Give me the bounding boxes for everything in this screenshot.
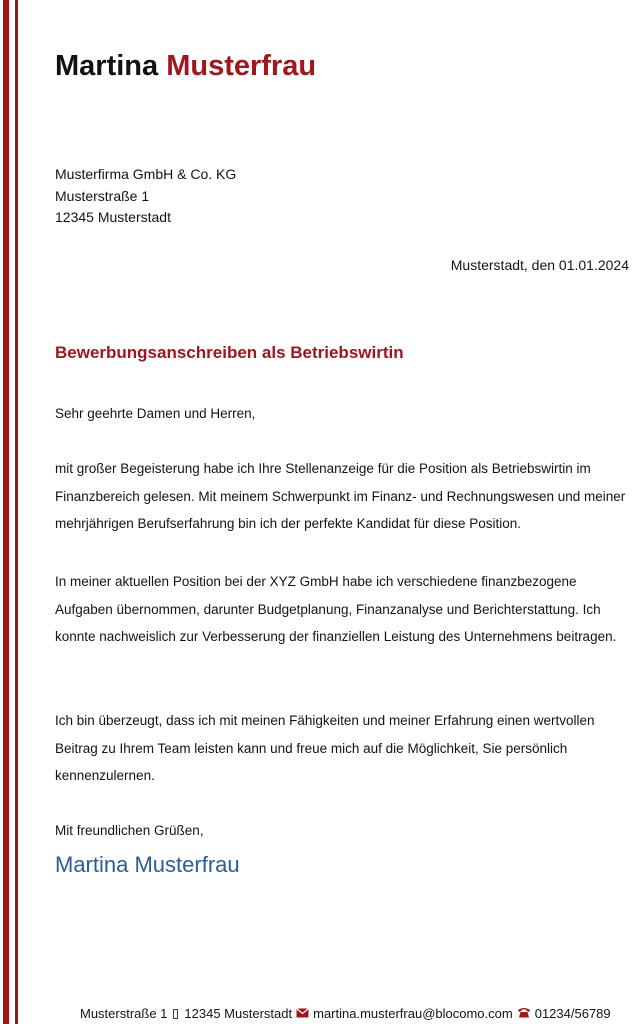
letter-paragraph-3: Ich bin überzeugt, dass ich mit meinen Fähigkeiten und meiner Erfahrung einen wertvollen Beitrag zu Ihrem Team leisten kann und freue mich auf die Möglichkeit, Sie persönlich kennenzulernen. [55, 713, 595, 783]
footer-contact [80, 1004, 611, 1024]
phone-icon [517, 1004, 531, 1024]
footer-street: Musterstraße 1 [80, 1006, 168, 1021]
date-line: Musterstadt, den 01.01.2024 [450, 257, 629, 273]
recipient-city: 12345 Musterstadt [55, 209, 171, 225]
letter-paragraph-1: mit großer Begeisterung habe ich Ihre Stellenanzeige für die Position als Betriebswirtin im Finanzbereich gelesen. Mit meinem Schwerpunkt im Finanz- und Rechnungswesen und meiner mehrjährigen Berufserfahrung bin ich der perfekte Kandidat für diese Position. [55, 461, 626, 531]
footer-email[interactable]: martina.musterfrau@blocomo.com [313, 1006, 513, 1021]
footer-phone[interactable]: 01234/56789 [534, 1006, 611, 1021]
letter-closing: Mit freundlichen Grüßen, [55, 823, 204, 838]
recipient-address [55, 164, 236, 229]
signature: Martina Musterfrau [55, 852, 240, 877]
letter-subject: Bewerbungsanschreiben als Betriebswirtin [55, 343, 404, 362]
envelope-icon [296, 1004, 309, 1024]
sender-name-header [55, 48, 316, 84]
recipient-company: Musterfirma GmbH & Co. KG [55, 166, 237, 182]
left-accent-bar-thick [3, 0, 9, 1024]
recipient-street: Musterstraße 1 [55, 187, 150, 204]
letter-paragraph-2: In meiner aktuellen Position bei der XYZ GmbH habe ich verschiedene finanzbezogene Aufgaben übernommen, darunter Budgetplanung, Finanzanalyse und Berichterstattung. Ich konnte nachweislich zur Verbesserung der finanziellen Leistung des Unternehmens beitragen. [55, 574, 617, 644]
separator-icon [173, 1009, 178, 1019]
sender-last-name: Musterfrau [166, 50, 317, 82]
sender-first-name: Martina [55, 50, 159, 82]
footer-city: 12345 Musterstadt [184, 1006, 293, 1021]
letter-salutation: Sehr geehrte Damen und Herren, [55, 406, 256, 421]
left-accent-bar-thin [15, 0, 18, 1024]
